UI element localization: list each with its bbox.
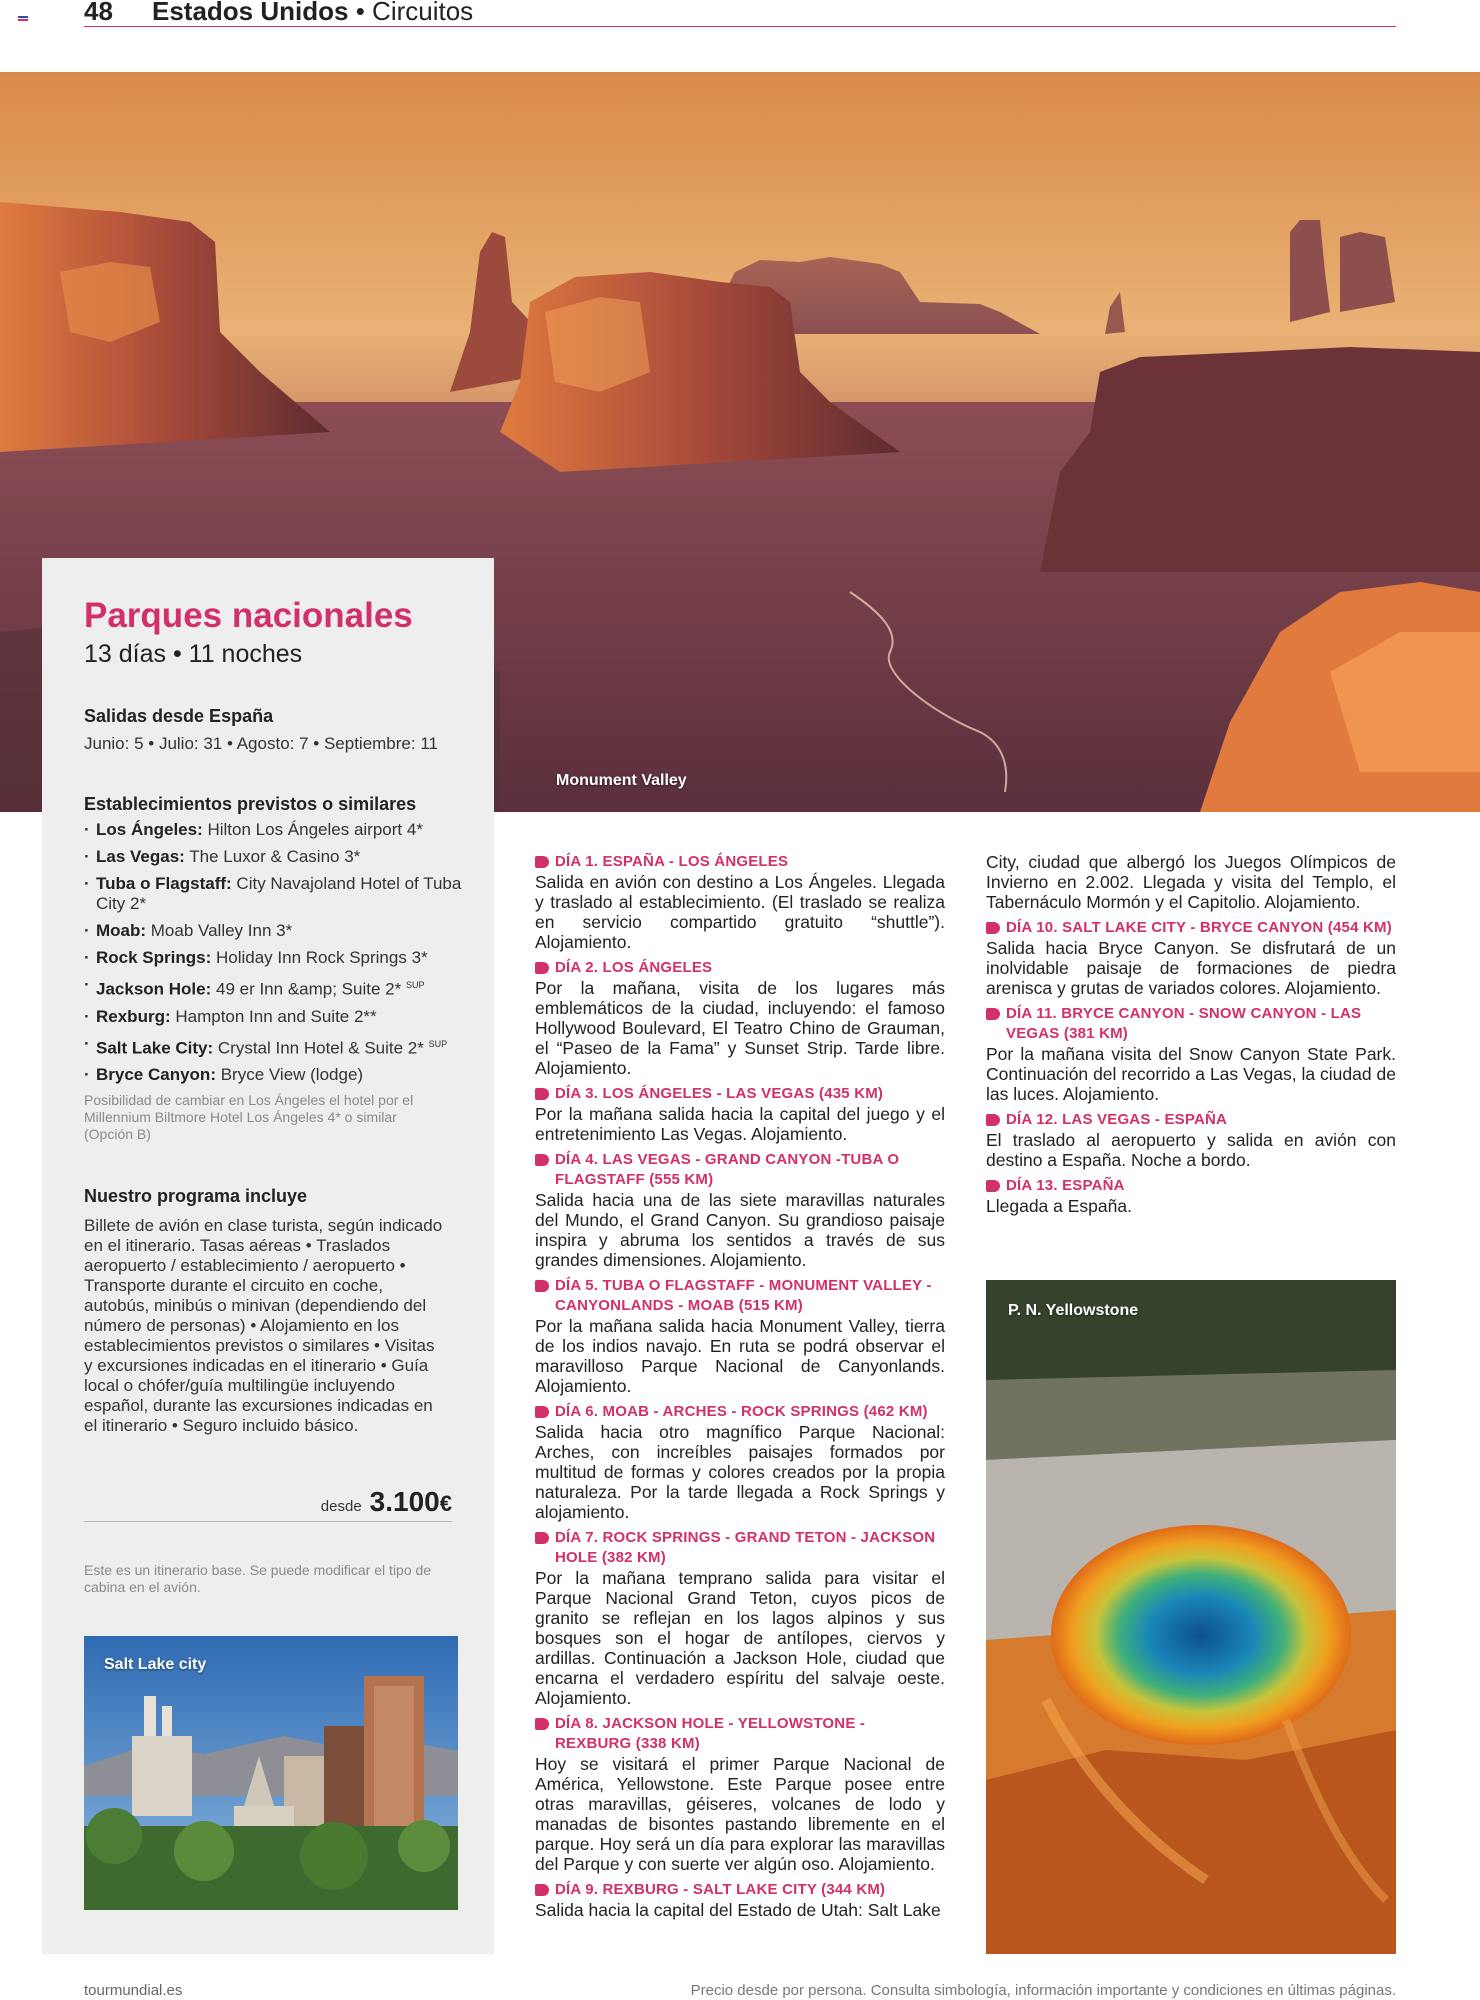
day-entry: [986, 1004, 1396, 1104]
tag-icon: [535, 1280, 549, 1292]
us-flag-icon: [18, 16, 28, 23]
salt-lake-city-illustration: [84, 1636, 458, 1910]
day-heading: DÍA 4. LAS VEGAS - GRAND CANYON -TUBA O FLAGSTAFF (555 KM): [535, 1150, 945, 1190]
salt-lake-caption: Salt Lake city: [104, 1656, 207, 1673]
hotel-item: · Tuba o Flagstaff: City Navajoland Hotel of Tuba City 2*: [84, 874, 464, 914]
price-currency: €: [439, 1491, 452, 1516]
tag-icon: [535, 1154, 549, 1166]
hotel-item: · Las Vegas: The Luxor & Casino 3*: [84, 847, 464, 867]
day-heading: DÍA 3. LOS ÁNGELES - LAS VEGAS (435 KM): [535, 1084, 945, 1104]
day-heading: DÍA 13. ESPAÑA: [986, 1176, 1396, 1196]
tag-icon: [986, 1114, 1000, 1126]
day-text: Salida en avión con destino a Los Ángeles. Llegada y traslado al establecimiento. (El traslado se realiza en servicio compartido gratuito “shuttle”). Alojamiento.: [535, 872, 945, 952]
grand-prismatic-spring-illustration: [986, 1280, 1396, 1954]
website-link[interactable]: tourmundial.es: [84, 1982, 183, 1999]
tour-title: Parques nacionales: [84, 596, 413, 635]
day-heading: DÍA 1. ESPAÑA - LOS ÁNGELES: [535, 852, 945, 872]
day-heading: DÍA 7. ROCK SPRINGS - GRAND TETON - JACKSON HOLE (382 KM): [535, 1528, 945, 1568]
tag-icon: [535, 1718, 549, 1730]
day-entry: [535, 958, 945, 1078]
day-text: Llegada a España.: [986, 1196, 1132, 1216]
section-name: Circuitos: [372, 0, 474, 26]
tour-duration: 13 días • 11 noches: [84, 640, 303, 668]
header-rule: [84, 26, 1396, 27]
hotel-item: · Salt Lake City: Crystal Inn Hotel & Suite 2* $^{SUP}$: [84, 1034, 464, 1059]
tag-icon: [986, 922, 1000, 934]
day-entry: [535, 1528, 945, 1708]
day-entry: [535, 1880, 945, 1920]
day-entry: [535, 1402, 945, 1522]
tag-icon: [535, 1406, 549, 1418]
itinerary-note: Este es un itinerario base. Se puede modificar el tipo de cabina en el avión.: [84, 1562, 432, 1595]
includes-heading: Nuestro programa incluye: [84, 1186, 308, 1206]
day-entry: [986, 1110, 1396, 1170]
departures-heading: Salidas desde España: [84, 706, 274, 726]
hotels-heading: Establecimientos previstos o similares: [84, 794, 417, 814]
yellowstone-photo: [986, 1280, 1396, 1954]
footer-disclaimer: Precio desde por persona. Consulta simbología, información importante y condiciones en últimas páginas.: [690, 1982, 1396, 1999]
day-text: Salida hacia otro magnífico Parque Nacional: Arches, con increíbles paisajes formados por multitud de formas y colores creados por la propia naturaleza. Por la tarde llegada a Rock Springs y alojamiento.: [535, 1422, 945, 1522]
day-text: Hoy se visitará el primer Parque Nacional de América, Yellowstone. Este Parque posee entre otras maravillas, géiseres, volcanes de lodo y manadas de bisontes pastando libremente en el parque. Hoy será un día para explorar las maravillas del Parque y con suerte ver algún oso. Alojamiento.: [535, 1754, 945, 1874]
day-heading: DÍA 5. TUBA O FLAGSTAFF - MONUMENT VALLEY - CANYONLANDS - MOAB (515 KM): [535, 1276, 945, 1316]
day-text: Por la mañana salida hacia la capital del juego y el entretenimiento Las Vegas. Alojamiento.: [535, 1104, 945, 1144]
includes-text: Billete de avión en clase turista, según indicado en el itinerario. Tasas aéreas • Traslados aeropuerto / establecimiento / aeropuerto • Transporte durante el circuito en coche, autobús, minibús o minivan (dependiendo del número de personas) • Alojamiento en los establecimientos previstos o similares • Visitas y excursiones indicadas en el itinerario • Guía local o chófer/guía multilingüe incluyendo español, durante las excursiones indicadas en el itinerario • Seguro incluido básico.: [84, 1216, 443, 1435]
hotel-item: · Rexburg: Hampton Inn and Suite 2**: [84, 1007, 464, 1027]
tag-icon: [535, 1532, 549, 1544]
day-heading: DÍA 11. BRYCE CANYON - SNOW CANYON - LAS VEGAS (381 KM): [986, 1004, 1396, 1044]
day-text: Por la mañana visita del Snow Canyon State Park. Continuación del recorrido a Las Vegas, la ciudad de las luces. Alojamiento.: [986, 1044, 1396, 1104]
page-title: [152, 0, 473, 27]
day-heading: DÍA 9. REXBURG - SALT LAKE CITY (344 KM): [535, 1880, 945, 1900]
hotel-item: · Rock Springs: Holiday Inn Rock Springs 3*: [84, 948, 464, 968]
day-text: Por la mañana temprano salida para visitar el Parque Nacional Grand Teton, cuyos picos de granito se reflejan en los lagos alpinos y sus bosques son el hogar de antílopes, ciervos y ardillas. Continuación a Jackson Hole, ciudad que encarna el verdadero espíritu del salvaje oeste. Alojamiento.: [535, 1568, 945, 1708]
day-entry: [535, 1276, 945, 1396]
tour-summary-panel: [42, 558, 494, 1954]
title-separator: •: [348, 0, 373, 26]
hotel-item: · Moab: Moab Valley Inn 3*: [84, 921, 464, 941]
day-entry: [535, 1150, 945, 1270]
price-from-label: desde: [320, 1498, 362, 1515]
price-amount: 3.100: [369, 1486, 440, 1517]
day-text: Salida hacia Bryce Canyon. Se disfrutará de un inolvidable paisaje de formaciones de piedra arenisca y grutas de variados colores. Alojamiento.: [986, 938, 1396, 998]
price-block: [84, 1486, 452, 1522]
day-entry: [535, 852, 945, 952]
day-heading: DÍA 6. MOAB - ARCHES - ROCK SPRINGS (462 KM): [535, 1402, 945, 1422]
hotel-item: · Los Ángeles: Hilton Los Ángeles airport 4*: [84, 820, 464, 840]
day-heading: DÍA 8. JACKSON HOLE - YELLOWSTONE - REXBURG (338 KM): [535, 1714, 945, 1754]
tag-icon: [535, 856, 549, 868]
page-number: 48: [84, 0, 113, 26]
departures-dates: Junio: 5 • Julio: 31 • Agosto: 7 • Septiembre: 11: [84, 734, 438, 753]
salt-lake-city-photo: [84, 1636, 458, 1910]
day-heading: DÍA 2. LOS ÁNGELES: [535, 958, 945, 978]
day-text: Por la mañana, visita de los lugares más emblemáticos de la ciudad, incluyendo: el famoso Hollywood Boulevard, El Teatro Chino de Grauman, el “Paseo de la Fama” y Sunset Strip. Tarde libre. Alojamiento.: [535, 978, 945, 1078]
day-text: City, ciudad que albergó los Juegos Olímpicos de Invierno en 2.002. Llegada y visita del Templo, el Tabernáculo Mormón y el Capitolio. Alojamiento.: [986, 852, 1396, 912]
tag-icon: [986, 1008, 1000, 1020]
day-entry: [535, 1084, 945, 1144]
hotel-item: · Bryce Canyon: Bryce View (lodge): [84, 1065, 464, 1085]
hero-caption: Monument Valley: [556, 772, 687, 789]
day-entry: [535, 1714, 945, 1874]
hotel-item: · Jackson Hole: 49 er Inn &amp; Suite 2* $^{SUP}$: [84, 975, 464, 1000]
day-heading: DÍA 10. SALT LAKE CITY - BRYCE CANYON (454 KM): [986, 918, 1396, 938]
itinerary-column-2: [986, 852, 1396, 1222]
tag-icon: [986, 1180, 1000, 1192]
day-text: Salida hacia una de las siete maravillas naturales del Mundo, el Grand Canyon. Su grandioso paisaje inspira y abruma los sentidos a través de sus grandes dimensiones. Alojamiento.: [535, 1190, 945, 1270]
yellowstone-caption: P. N. Yellowstone: [1008, 1302, 1139, 1319]
day-continuation: [986, 852, 1396, 912]
tag-icon: [535, 1088, 549, 1100]
day-entry: [986, 918, 1396, 998]
day-entry: [986, 1176, 1396, 1216]
tag-icon: [535, 1884, 549, 1896]
country-name: Estados Unidos: [152, 0, 349, 26]
day-heading: DÍA 12. LAS VEGAS - ESPAÑA: [986, 1110, 1396, 1130]
tag-icon: [535, 962, 549, 974]
hotel-list: [84, 820, 464, 1092]
day-text: Salida hacia la capital del Estado de Utah: Salt Lake: [535, 1900, 941, 1920]
hotels-note: Posibilidad de cambiar en Los Ángeles el hotel por el Millennium Biltmore Hotel Los Ángeles 4* o similar (Opción B): [84, 1092, 414, 1142]
itinerary-column-1: [535, 852, 945, 1926]
day-text: El traslado al aeropuerto y salida en avión con destino a España. Noche a bordo.: [986, 1130, 1396, 1170]
day-text: Por la mañana salida hacia Monument Valley, tierra de los indios navajo. En ruta se podrá observar el maravilloso Parque Nacional de Canyonlands. Alojamiento.: [535, 1316, 945, 1396]
page-header: [0, 0, 1480, 30]
